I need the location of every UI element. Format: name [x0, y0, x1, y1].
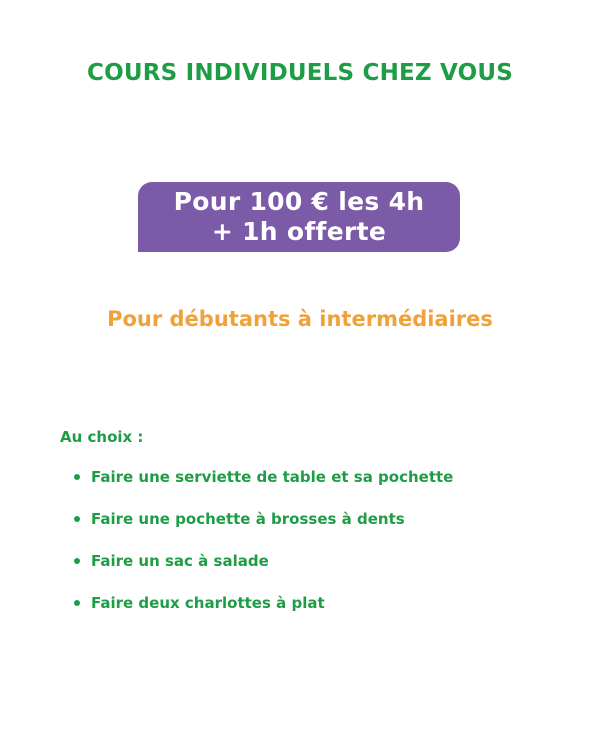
list-item	[60, 592, 453, 634]
list-item	[60, 550, 453, 592]
price-line-2: + 1h offerte	[211, 217, 387, 246]
bullet-icon	[74, 600, 80, 606]
price-badge	[138, 182, 460, 252]
page-title: COURS INDIVIDUELS CHEZ VOUS	[86, 60, 514, 86]
list-item	[60, 466, 453, 508]
choices-list	[60, 466, 453, 634]
bullet-icon	[74, 516, 80, 522]
price-line-1: Pour 100 € les 4h	[173, 187, 425, 216]
bullet-icon	[74, 558, 80, 564]
list-item-label: Faire deux charlottes à plat	[91, 594, 325, 612]
level-subtitle: Pour débutants à intermédiaires	[107, 307, 493, 331]
list-item	[60, 508, 453, 550]
bullet-icon	[74, 474, 80, 480]
list-item-label: Faire un sac à salade	[91, 552, 269, 570]
list-item-label: Faire une pochette à brosses à dents	[91, 510, 405, 528]
list-item-label: Faire une serviette de table et sa pochette	[91, 468, 454, 486]
choices-label: Au choix :	[60, 428, 144, 446]
